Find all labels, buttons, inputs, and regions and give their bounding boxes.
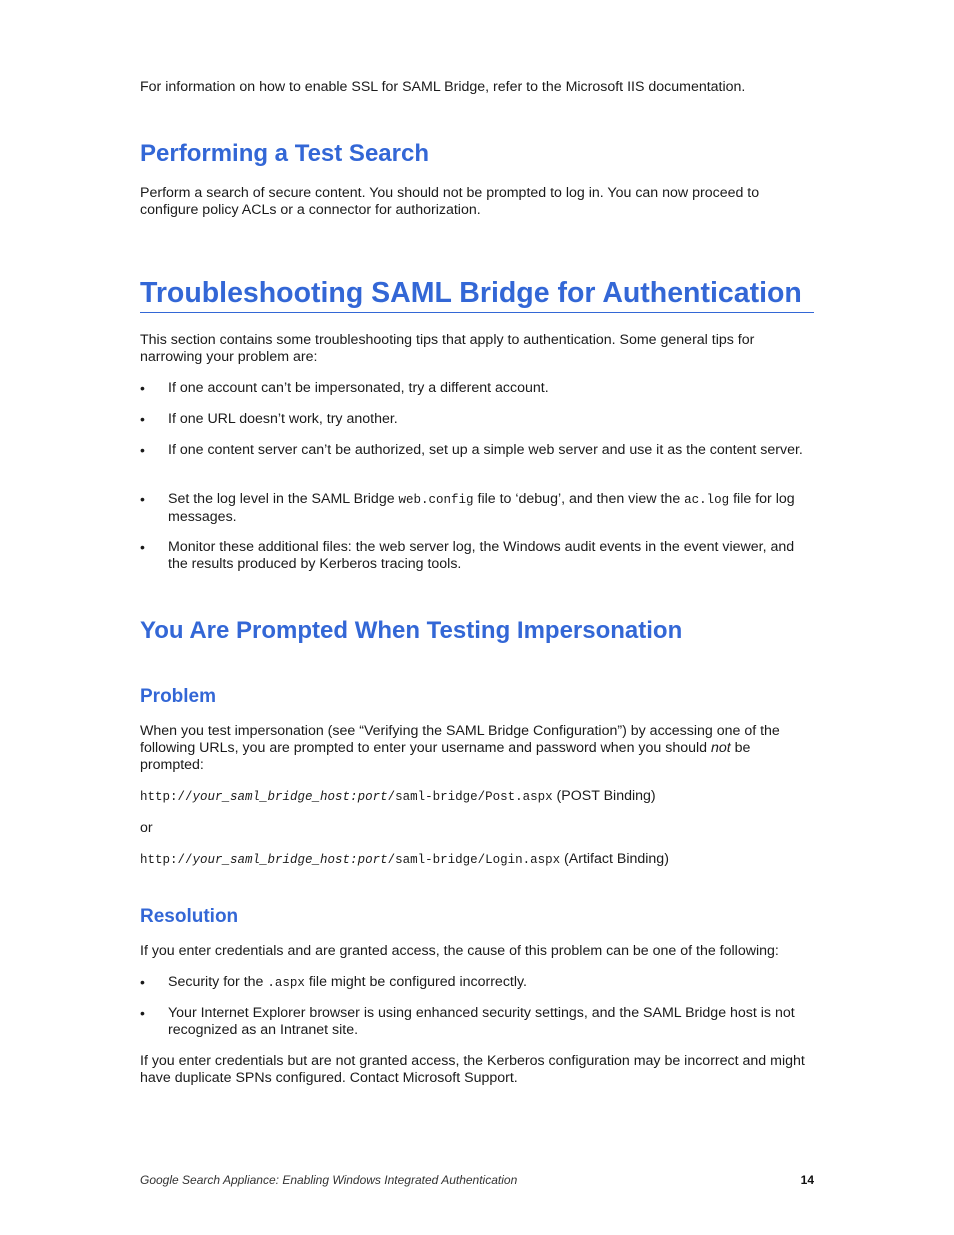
url-colon: : — [350, 853, 358, 867]
or-text: or — [140, 820, 153, 836]
binding-label: (POST Binding) — [552, 788, 656, 804]
res-bullet1-part2: file might be configured incorrectly. — [304, 974, 527, 990]
url-path: /saml-bridge/Login.aspx — [387, 853, 561, 867]
footer-title: Google Search Appliance: Enabling Windows Integrated Authentication — [140, 1173, 518, 1187]
list-item — [140, 974, 814, 992]
artifact-binding-url — [140, 851, 669, 869]
troubleshooting-intro: This section contains some troubleshooting tips that apply to authentication. Some general tips for narrowing your problem are: — [140, 332, 755, 365]
aspx-code: .aspx — [267, 976, 305, 990]
log-tip-part3: file for log messages. — [168, 491, 795, 525]
resolution-item-text: Your Internet Explorer browser is using enhanced security settings, and the SAML Bridge host is not recognized as an Intranet site. — [168, 1005, 795, 1038]
problem-heading: Problem — [140, 686, 217, 707]
list-item — [140, 442, 814, 459]
log-tip-part1: Set the log level in the SAML Bridge — [168, 491, 399, 507]
bullet-glyph: • — [140, 380, 145, 396]
list-item — [140, 491, 814, 526]
bullet-glyph: • — [140, 491, 145, 507]
url-colon: : — [350, 790, 358, 804]
url-port: port — [357, 853, 388, 867]
problem-emphasis: not — [710, 740, 731, 756]
post-binding-url — [140, 788, 656, 806]
list-item — [140, 411, 814, 428]
resolution-heading: Resolution — [140, 906, 239, 927]
problem-paragraph — [140, 723, 814, 774]
bullet-glyph: • — [140, 1005, 145, 1021]
bullet-glyph: • — [140, 411, 145, 427]
url-host: your_saml_bridge_host — [192, 853, 351, 867]
log-tip-text — [168, 491, 814, 526]
tip-text: If one URL doesn’t work, try another. — [168, 411, 398, 427]
tip-text: If one account can’t be impersonated, try a different account. — [168, 380, 549, 396]
ac-log-code: ac.log — [684, 493, 730, 507]
resolution-outro: If you enter credentials but are not granted access, the Kerberos configuration may be incorrect and might have duplicate SPNs configured. Contact Microsoft Support. — [140, 1053, 805, 1086]
list-item — [140, 539, 814, 573]
problem-text-2: be prompted: — [140, 740, 751, 773]
res-bullet1-part1: Security for the — [168, 974, 268, 990]
url-prefix: http:// — [140, 853, 193, 867]
resolution-intro: If you enter credentials and are granted access, the cause of this problem can be one of the following: — [140, 943, 779, 959]
intro-paragraph: For information on how to enable SSL for SAML Bridge, refer to the Microsoft IIS documentation. — [140, 79, 746, 95]
list-item — [140, 1005, 814, 1039]
web-config-code: web.config — [398, 493, 474, 507]
problem-text-1: When you test impersonation (see “Verifying the SAML Bridge Configuration”) by accessing one of the following URLs, you are prompted to enter your username and password when you should — [140, 723, 780, 756]
url-prefix: http:// — [140, 790, 193, 804]
resolution-item-text — [168, 974, 814, 992]
bullet-glyph: • — [140, 539, 145, 555]
bullet-glyph: • — [140, 974, 145, 990]
test-search-paragraph: Perform a search of secure content. You should not be prompted to log in. You can now proceed to configure policy ACLs or a connector for authorization. — [140, 185, 760, 218]
tip-text: If one content server can’t be authorized, set up a simple web server and use it as the content server. — [168, 442, 803, 458]
troubleshooting-heading: Troubleshooting SAML Bridge for Authentication — [140, 276, 814, 313]
tip-text: Monitor these additional files: the web server log, the Windows audit events in the event viewer, and the results produced by Kerberos tracing tools. — [168, 539, 795, 572]
test-search-heading: Performing a Test Search — [140, 140, 429, 167]
list-item — [140, 380, 814, 397]
bullet-glyph: • — [140, 442, 145, 458]
url-port: port — [357, 790, 388, 804]
page-number: 14 — [800, 1173, 814, 1187]
url-path: /saml-bridge/Post.aspx — [387, 790, 553, 804]
log-tip-part2: file to ‘debug’, and then view the — [473, 491, 685, 507]
impersonation-heading: You Are Prompted When Testing Impersonation — [140, 617, 683, 644]
url-host: your_saml_bridge_host — [192, 790, 351, 804]
binding-label: (Artifact Binding) — [560, 851, 669, 867]
